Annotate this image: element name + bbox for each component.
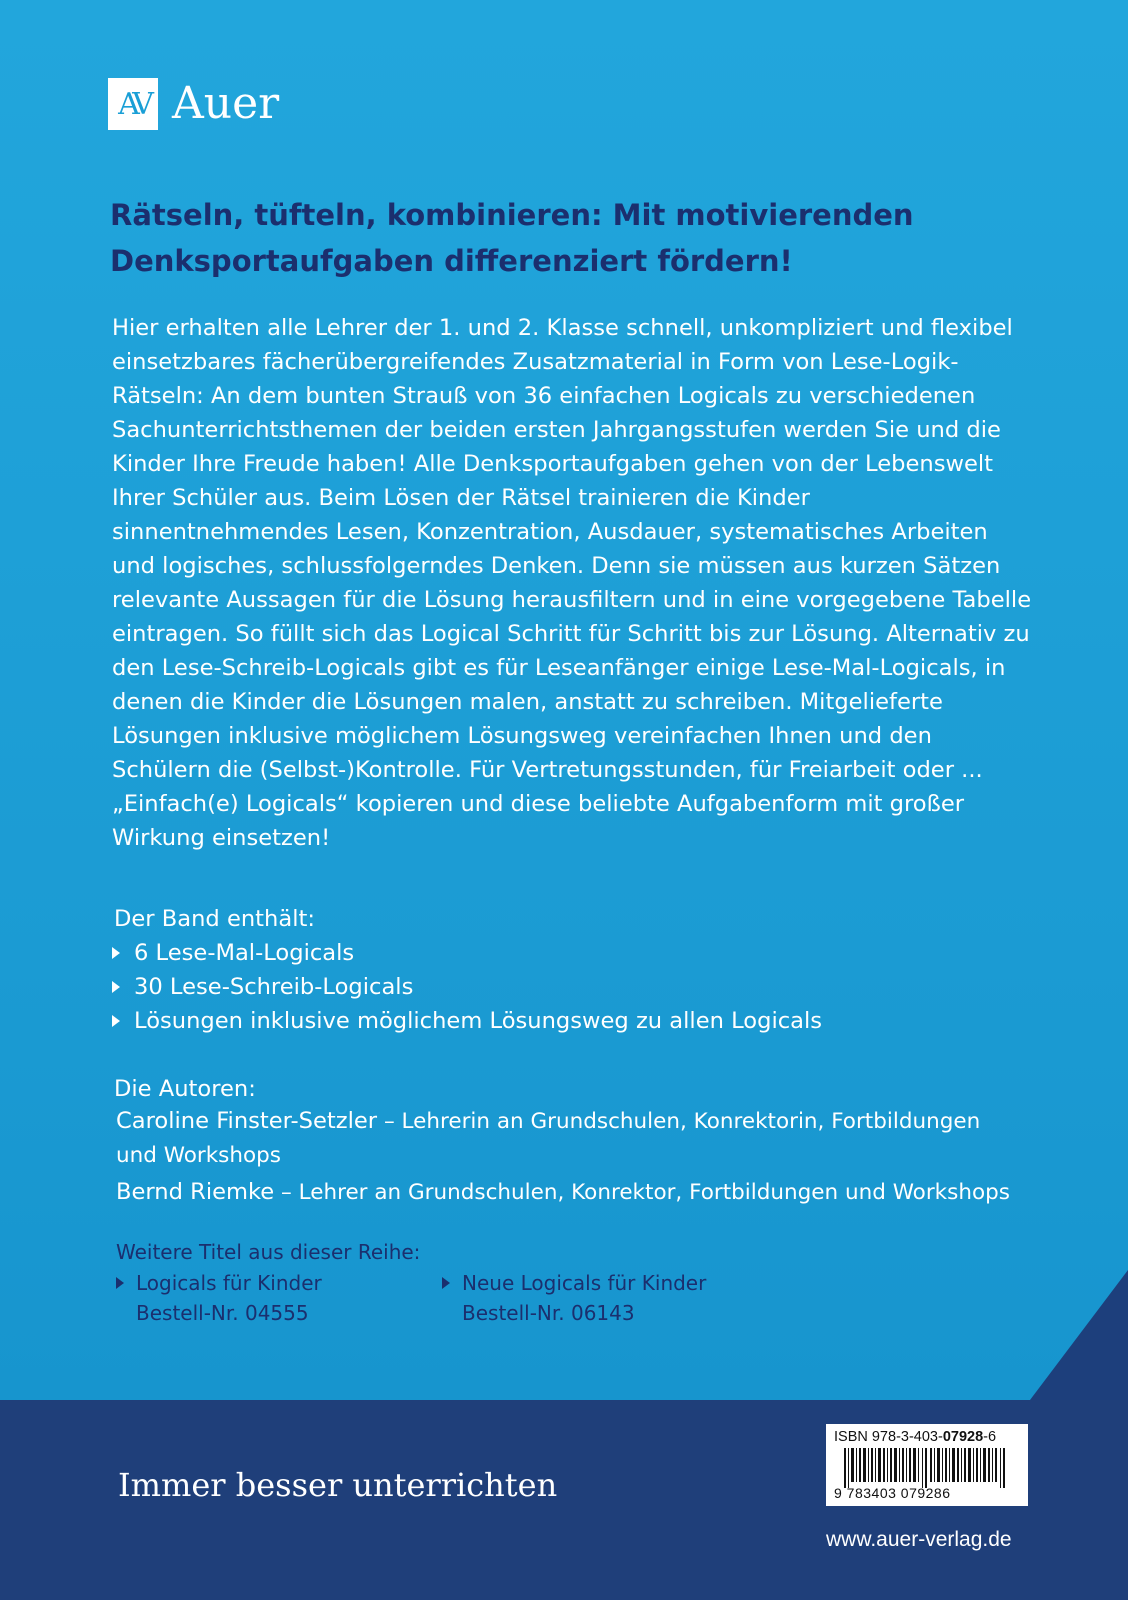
author-bio: Lehrer an Grundschulen, Konrektor, Fortbildungen und Workshops [298, 1180, 1010, 1205]
description: Hier erhalten alle Lehrer der 1. und 2. Klasse schnell, unkompliziert und flexibel einsetzbares fächerübergreifendes Zusatzmaterial in Form von Lese-Logik-Rätseln: An dem bunten Strauß von 36 einfachen Logicals zu verschiedenen Sachunterrichtsthemen der beiden ersten Jahrgangsstufen werden Sie und die Kinder Ihre Freude haben! Alle Denksportaufgaben gehen von der Lebenswelt Ihrer Schüler aus. Beim Lösen der Rätsel trainieren die Kinder sinnentnehmendes Lesen, Konzentration, Ausdauer, systematisches Arbeiten und logisches, schlussfolgerndes Denken. Denn sie müssen aus kurzen Sätzen relevante Aussagen für die Lösung herausfiltern und in eine vorgegebene Tabelle eintragen. So füllt sich das Logical Schritt für Schritt bis zur Lösung. Alternativ zu den Lese-Schreib-Logicals gibt es für Leseanfänger einige Lese-Mal-Logicals, in denen die Kinder die Lösungen malen, anstatt zu schreiben. Mitgelieferte Lösungen inklusive möglichem Lösungsweg vereinfachen Ihnen und den Schülern die (Selbst-)Kontrolle. Für Vertretungsstunden, für Freiarbeit oder ... „Einfach(e) Logicals“ kopieren und diese beliebte Aufgabenform mit großer Wirkung einsetzen! [112, 315, 1032, 851]
list-item-label: Lösungen inklusive möglichem Lösungsweg zu allen Logicals [134, 1008, 823, 1034]
author-separator: – [274, 1180, 299, 1205]
author-name: Bernd Riemke [116, 1179, 275, 1205]
contents-list [112, 936, 822, 1038]
contents-heading: Der Band enthält: [114, 906, 315, 932]
author-name: Caroline Finster-Setzler [116, 1108, 378, 1134]
website-url: www.auer-verlag.de [826, 1528, 1012, 1551]
series-item [442, 1268, 706, 1328]
triangle-bullet-icon [112, 947, 120, 959]
triangle-bullet-icon [112, 1015, 120, 1027]
isbn-text [834, 1428, 1020, 1446]
headline-line-1: Rätseln, tüfteln, kombinieren: Mit motivierenden [110, 198, 914, 232]
list-item [112, 970, 822, 1004]
triangle-bullet-icon [112, 981, 120, 993]
list-item-label: 30 Lese-Schreib-Logicals [134, 974, 414, 1000]
slogan: Immer besser unterrichten [118, 1466, 558, 1504]
series-order-number: Bestell-Nr. 04555 [136, 1301, 309, 1325]
list-item-label: 6 Lese-Mal-Logicals [134, 940, 355, 966]
list-item [112, 1004, 822, 1038]
logo-mark: AV [108, 78, 158, 130]
isbn-bold: 07928 [942, 1429, 984, 1445]
series-item [116, 1268, 322, 1328]
list-item [112, 936, 822, 970]
corner-accent [1030, 1270, 1128, 1400]
author-entry [116, 1175, 1016, 1210]
headline-line-2: Denksportaufgaben differenziert fördern! [110, 244, 793, 278]
series-heading: Weitere Titel aus dieser Reihe: [116, 1240, 421, 1264]
author-separator: – [377, 1109, 402, 1134]
publisher-logo [108, 78, 279, 130]
series-title: Neue Logicals für Kinder [462, 1271, 707, 1295]
author-bio: Lehrerin an Grundschulen, Konrektorin, Fortbildungen und Workshops [116, 1109, 981, 1168]
series-title: Logicals für Kinder [136, 1271, 322, 1295]
barcode-icon [834, 1448, 1020, 1488]
authors-heading: Die Autoren: [114, 1076, 256, 1102]
isbn-barcode [826, 1424, 1028, 1506]
author-entry [116, 1104, 1016, 1173]
headline [110, 192, 1010, 284]
isbn-suffix: -6 [983, 1429, 997, 1445]
barcode-digits: 9 783403 079286 [834, 1485, 951, 1501]
triangle-bullet-icon [116, 1277, 124, 1289]
logo-name: Auer [172, 78, 280, 129]
triangle-bullet-icon [442, 1277, 450, 1289]
series-order-number: Bestell-Nr. 06143 [462, 1301, 635, 1325]
isbn-prefix: ISBN 978-3-403- [834, 1429, 943, 1445]
